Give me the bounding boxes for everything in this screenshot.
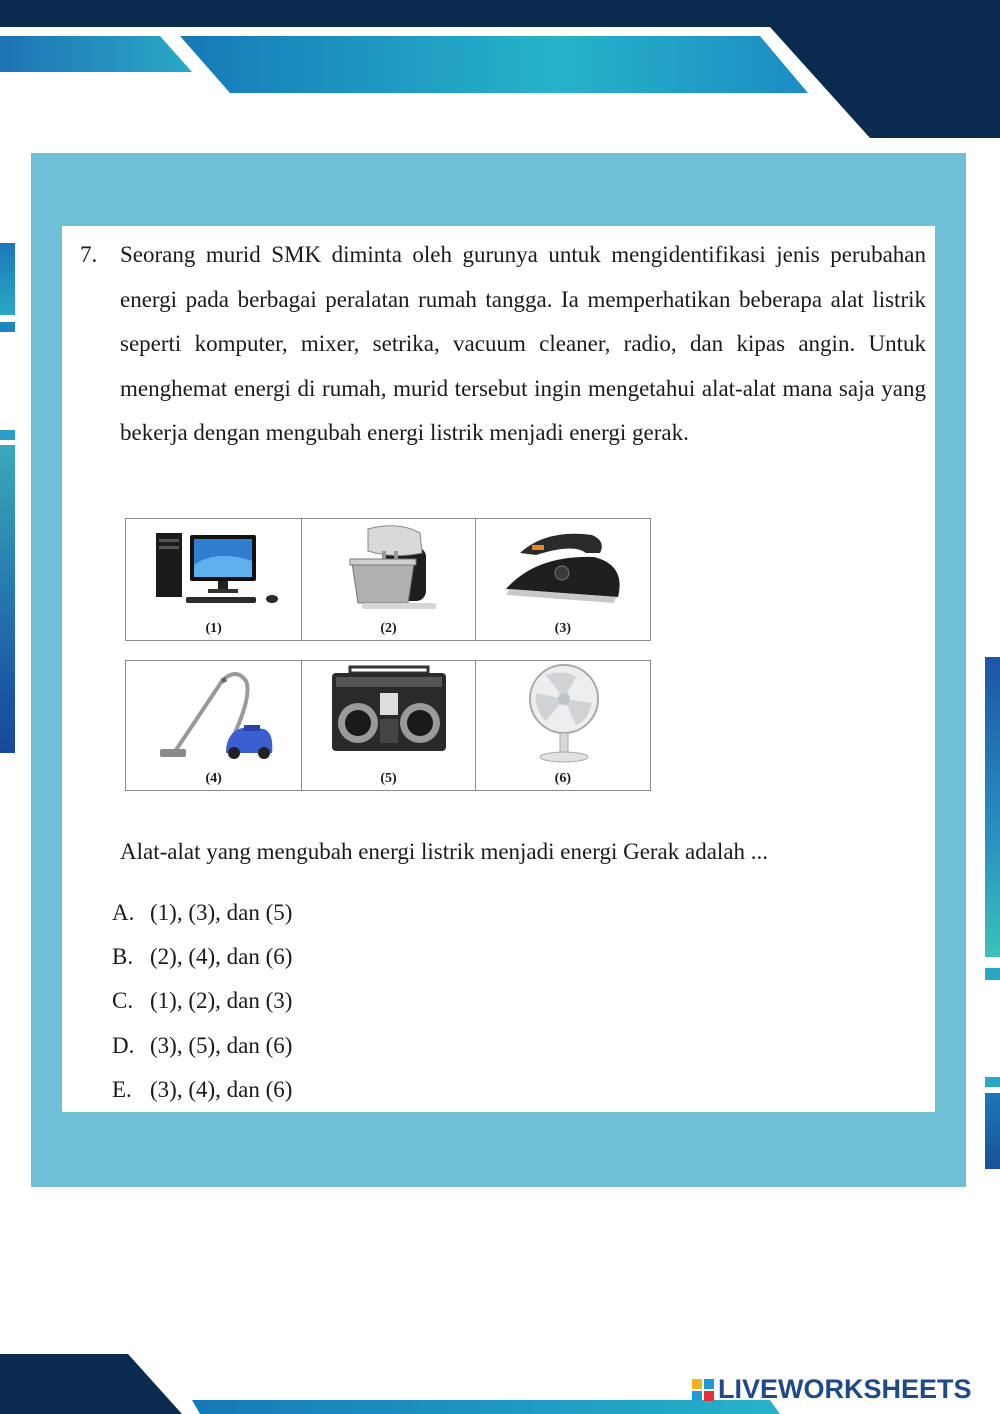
image-label-2: (2) — [380, 621, 397, 636]
option-d[interactable] — [112, 1031, 292, 1061]
image-label-1: (1) — [205, 621, 222, 636]
option-c[interactable] — [112, 986, 292, 1016]
left-accent-bar-2 — [0, 322, 15, 332]
mixer-icon — [302, 519, 476, 619]
image-label-6: (6) — [554, 771, 571, 786]
option-letter: B. — [112, 944, 134, 969]
liveworksheets-logo-icon — [692, 1379, 714, 1401]
right-accent-bar-2 — [985, 968, 1000, 980]
option-text: (2), (4), dan (6) — [150, 944, 293, 969]
brand-name: LIVEWORKSHEETS — [718, 1374, 972, 1404]
right-accent-bar-1 — [985, 657, 1000, 957]
option-e[interactable] — [112, 1075, 292, 1105]
appliance-images-row-1 — [125, 518, 651, 641]
fan-icon — [476, 661, 651, 771]
left-accent-bar-4 — [0, 445, 15, 753]
option-letter: A. — [112, 900, 135, 925]
radio-icon — [302, 661, 476, 771]
vacuum-cleaner-icon — [126, 661, 303, 771]
image-cell-5 — [302, 661, 475, 790]
left-accent-bar-3 — [0, 430, 15, 440]
image-label-4: (4) — [205, 771, 222, 786]
image-cell-3 — [476, 519, 650, 640]
option-text: (3), (4), dan (6) — [150, 1077, 293, 1102]
left-accent-bar-1 — [0, 243, 15, 315]
iron-icon — [476, 519, 651, 619]
option-letter: E. — [112, 1077, 132, 1102]
image-cell-4 — [126, 661, 302, 790]
option-text: (3), (5), dan (6) — [150, 1033, 293, 1058]
image-cell-1 — [126, 519, 302, 640]
option-letter: D. — [112, 1033, 135, 1058]
header-decoration — [0, 0, 1000, 140]
liveworksheets-brand[interactable] — [692, 1374, 972, 1405]
image-label-5: (5) — [380, 771, 397, 786]
question-prompt: Alat-alat yang mengubah energi listrik menjadi energi Gerak adalah ... — [120, 839, 769, 864]
option-text: (1), (2), dan (3) — [150, 988, 293, 1013]
right-accent-bar-3 — [985, 1077, 1000, 1087]
question-number: 7. — [80, 242, 98, 267]
option-letter: C. — [112, 988, 134, 1013]
image-cell-6 — [476, 661, 650, 790]
option-b[interactable] — [112, 942, 292, 972]
image-cell-2 — [302, 519, 475, 640]
question-text: Seorang murid SMK diminta oleh gurunya untuk mengidentifikasi jenis perubahan energi pada berbagai peralatan rumah tangga. Ia memperhatikan beberapa alat listrik seperti komputer, mixer, setrika, vacuum cleaner, radio, dan kipas angin. Untuk menghemat energi di rumah, murid tersebut ingin mengetahui alat-alat mana saja yang bekerja dengan mengubah energi listrik menjadi energi gerak. — [120, 242, 926, 445]
appliance-images-row-2 — [125, 660, 651, 791]
computer-icon — [126, 519, 303, 619]
option-a[interactable] — [112, 898, 292, 928]
right-accent-bar-4 — [985, 1093, 1000, 1169]
option-text: (1), (3), dan (5) — [150, 900, 293, 925]
image-label-3: (3) — [554, 621, 571, 636]
